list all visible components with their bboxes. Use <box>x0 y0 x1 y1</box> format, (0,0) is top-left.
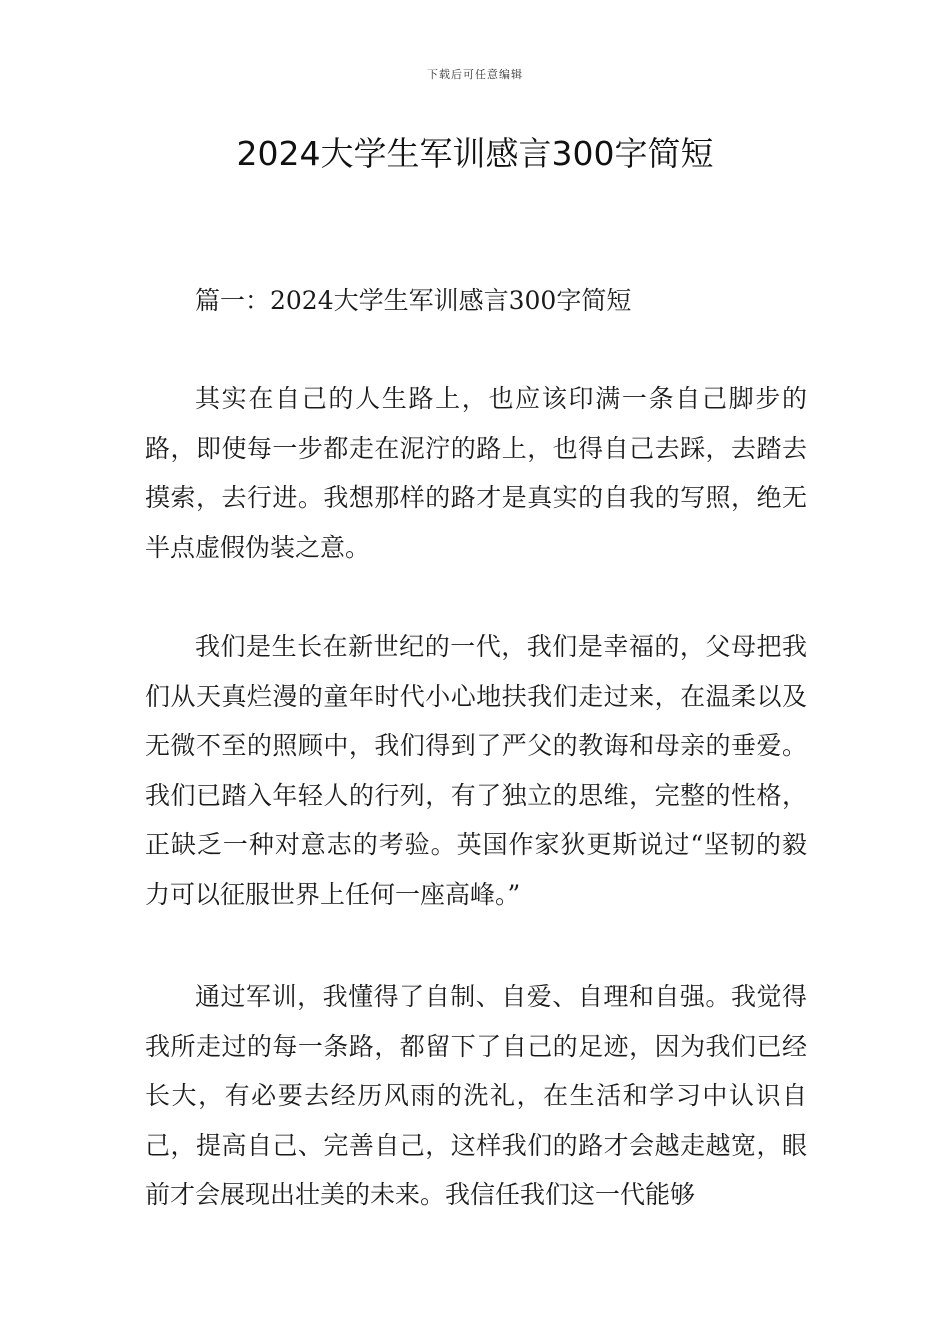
section-heading: 篇一：2024大学生军训感言300字简短 <box>195 286 632 315</box>
header-note: 下载后可任意编辑 <box>427 68 523 81</box>
paragraph-2: 我们是生长在新世纪的一代，我们是幸福的，父母把我们从天真烂漫的童年时代小心地扶我们走过来，在温柔以及无微不至的照顾中，我们得到了严父的教诲和母亲的垂爱。我们已踏入年轻人的行列，有了独立的思维，完整的性格，正缺乏一种对意志的考验。英国作家狄更斯说过“坚韧的毅力可以征服世界上任何一座高峰。” <box>145 632 807 909</box>
paragraph-1: 其实在自己的人生路上，也应该印满一条自己脚步的路，即使每一步都走在泥泞的路上，也得自己去踩，去踏去摸索，去行进。我想那样的路才是真实的自我的写照，绝无半点虚假伪装之意。 <box>145 384 807 562</box>
paragraph-3: 通过军训，我懂得了自制、自爱、自理和自强。我觉得我所走过的每一条路，都留下了自己的足迹，因为我们已经长大，有必要去经历风雨的洗礼，在生活和学习中认识自己，提高自己、完善自己，这样我们的路才会越走越宽，眼前才会展现出壮美的未来。我信任我们这一代能够 <box>145 982 807 1210</box>
document-title: 2024大学生军训感言300字简短 <box>236 134 714 173</box>
